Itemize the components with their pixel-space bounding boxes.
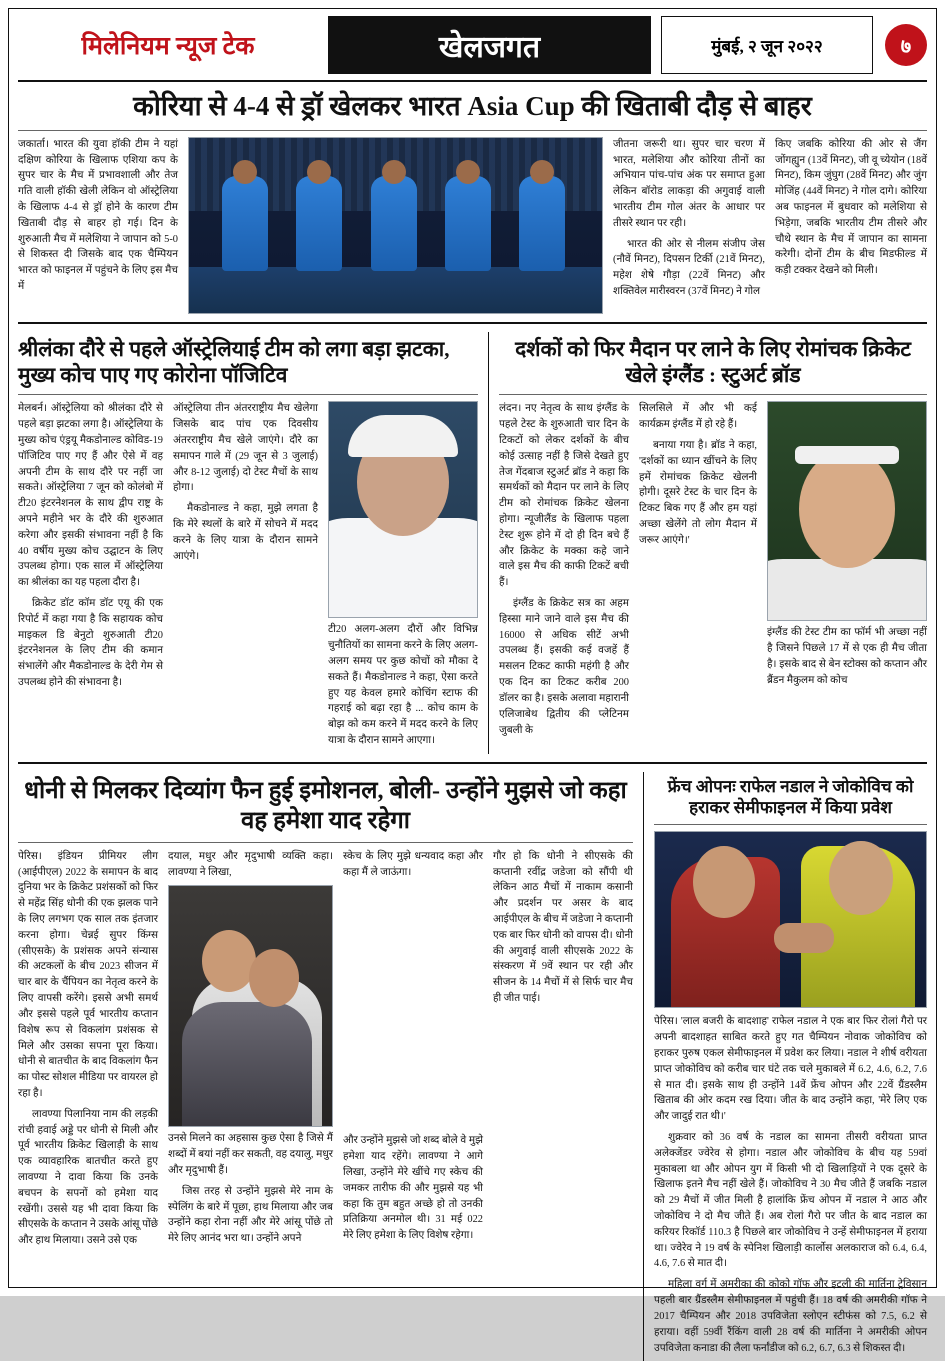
nadal-headline: फ्रेंच ओपनः राफेल नडाल ने जोकोविच को हराकर सेमीफाइनल में किया प्रवेश	[667, 776, 914, 817]
lead-col-1: जकार्ता। भारत की युवा हॉकी टीम ने यहां दक्षिण कोरिया के खिलाफ एशिया कप के सुपर चार के मैच में प्रभावशाली और तेज गति वाली हॉकी खेली लेकिन वो ऑस्ट्रेलिया के खिलाफ 4-4 से ड्रॉ होने के कारण टीम खिताबी दौड़ से बाहर हो गई। दिन के शुरुआती मैच में मलेशिया ने जापान को 5-0 से शिकस्त दी जिसके बाद एक चैम्पियन भारत को फाइनल में पहुंचने के लिए इस मैच में	[18, 138, 178, 293]
masthead-rule	[18, 80, 927, 82]
section-title: खेलजगत	[438, 30, 541, 64]
andrew-mcdonald-photo	[328, 401, 478, 618]
brand-logo	[18, 16, 318, 74]
column-divider-2	[643, 772, 644, 1361]
dhoni-with-fan-photo	[168, 885, 333, 1127]
dhoni-rule	[18, 842, 633, 843]
eng-photo-caption: इंग्लैंड की टेस्ट टीम का फॉर्म भी अच्छा नहीं है जिसने पिछले 17 में से एक ही मैच जीता है। इसके बाद से बेन स्टोक्स को कप्तान और ब्रैंडन मैकुलम को कोच	[767, 627, 927, 686]
brand-name: मिलेनियम न्यूज टेक	[81, 33, 255, 60]
dhoni-col-3: स्केच के लिए मुझे धन्यवाद कहा और कहा मैं ले जाऊंगा।	[343, 850, 483, 878]
eng-col-2: सिलसिले में और भी कई कार्यक्रम इंग्लैंड में हो रहे हैं। बनाया गया है। ब्रॉड ने कहा, 'दर्शकों का ध्यान खींचने के लिए हमें रोमांचक क्रिकेट खेलनी होगी। दूसरे टेस्ट के चार दिन के टिकट बिक गए हैं और हम यहां अच्छा खेलेंगे तो लोग मैदान में जरूर आएंगे।'	[639, 403, 757, 546]
aus-headline: श्रीलंका दौरे से पहले ऑस्ट्रेलियाई टीम को लगा बड़ा झटका, मुख्य कोच पाए गए कोरोना पॉजिटिव	[18, 336, 450, 387]
section-banner	[328, 16, 651, 74]
masthead	[18, 16, 927, 74]
stuart-broad-photo	[767, 401, 927, 621]
nadal-rule	[654, 824, 927, 825]
lead-story	[18, 137, 927, 314]
dhoni-col-2-top: दयाल, मधुर और मृदुभाषी व्यक्ति कहा। लावण्या ने लिखा,	[168, 850, 333, 878]
aus-col-3: टी20 अलग-अलग दौरों और विभिन्न चुनौतियों का सामना करने के लिए अलग-अलग समय पर कुछ कोचों को मौका दे सकते हैं। मैकडोनाल्ड ने कहा, ऐसा करते हुए यह केवल हमारे कोचिंग स्टाफ की गहराई को बढ़ा रहा है ... कोच काम के बोझ को कम करने में मदद करने के लिए यात्रा के दौरान सामने आएगा।	[328, 624, 478, 746]
nadal-djokovic-handshake-photo	[654, 831, 927, 1008]
india-hockey-team-photo	[188, 137, 603, 314]
dhoni-col-1: पेरिस। इंडियन प्रीमियर लीग (आईपीएल) 2022 के समापन के बाद दुनिया भर के क्रिकेट प्रशंसकों को फिर से महेंद्र सिंह धोनी की एक झलक पाने के लिए लगभग एक साल तक इंतजार करना होगा। चेन्नई सुपर किंग्स (सीएसके) के प्रशंसक अपने संन्यास की अटकलों के बीच 2023 सीजन में चार बार के चैंपियन का नेतृत्व करने के लिए वापसी करेंगे। इससे अभी समर्थ और इससे पहले पूर्व भारतीय कप्तान विशेष रूप से विकलांग प्रशंसक से मिले और उसका सपना पूरा किया। धोनी से बातचीत के बाद विकलांग फैन का पोस्ट सोशल मीडिया पर वायरल हो रहा है। लावण्या पिलानिया नाम की लड़की रांची हवाई अड्डे पर धोनी से मिली और पूर्व भारतीय क्रिकेट खिलाड़ी के साथ एक व्यावहारिक बातचीत करते हुए लावण्या ने दावा किया कि उनके बचपन के सपनों को हमेशा याद रखेंगी। उससे यह भी दावा किया कि सीएसके के कप्तान ने उसके आंसू पोंछे और हाथ मिलाया। उसने उसे एक	[18, 850, 158, 1247]
dhoni-col-4: गौर हो कि धोनी ने सीएसके की कप्तानी रवींद्र जडेजा को सौंपी थी लेकिन आठ मैचों में नाकाम कसानी और प्रदर्शन पर असर के बाद आईपीएल के बीच में जडेजा ने कप्तानी एक बार फिर धोनी को वापस दी। धोनी की अगुवाई वाली सीएसके 2022 के संस्करण में 9वें स्थान पर रही और सीजन के 14 मैचों में से सिर्फ चार मैच ही जीत पाई।	[493, 850, 633, 1005]
column-divider	[488, 332, 489, 754]
divider-1	[18, 322, 927, 324]
lead-headline: कोरिया से 4-4 से ड्रॉ खेलकर भारत Asia Cup की खिताबी दौड़ से बाहर	[133, 91, 812, 121]
dhoni-headline: धोनी से मिलकर दिव्यांग फैन हुई इमोशनल, बोली- उन्होंने मुझसे जो कहा वह हमेशा याद रहेगा	[24, 777, 627, 834]
dhoni-col-3-bottom: और उन्होंने मुझसे जो शब्द बोले वे मुझे हमेशा याद रहेंगे। लावण्या ने आगे लिखा, उन्होंने मेरे खींचे गए स्केच की जमकर तारीफ की और मुझसे यह भी कहा कि तुम बहुत अच्छे हो तो उनकी प्रतिक्रिया अनमोल थी। 31 मई 022 मेरे लिए हमेशा के लिए विशेष रहेगा।	[343, 1135, 483, 1242]
eng-headline: दर्शकों को फिर मैदान पर लाने के लिए रोमांचक क्रिकेट खेले इंग्लैंड : स्टुअर्ट ब्रॉड	[515, 336, 911, 387]
divider-2	[18, 762, 927, 764]
eng-col-1: लंदन। नए नेतृत्व के साथ इंग्लैंड के पहले टेस्ट के शुरुआती चार दिन के टिकटों को लेकर दर्शकों के बीच कोई उत्साह नहीं है जिसे देखते हुए तेज गेंदबाज स्टुअर्ट ब्रॉड ने कहा कि समर्थकों को मैदान पर लाने के लिए टीम को रोमांचक क्रिकेट खेलना होगा। न्यूजीलैंड के खिलाफ पहला टेस्ट शुरू होने में दो ही दिन बचे हैं और क्रिकेट के मक्का कहे जाने वाले इस मैच की काफी टिकटें बची हैं। इंग्लैंड के क्रिकेट सत्र का अहम हिस्सा माने जाने वाले इस मैच की 16000 से अधिक सीटें अभी उपलब्ध हैं। इसकी कई वजहें हैं मसलन टिकट काफी महंगी है और एक दिन का टिकट करीब 200 डॉलर का है। इसके अलावा महारानी एलिजाबेथ द्वितीय की प्लेटिनम जुबली के	[499, 403, 629, 736]
lead-col-3: किए जबकि कोरिया की ओर से जैंग जोंगह्युन (13वें मिनट), जी वू च्येयोन (18वें मिनट), किम जुंघुग (28वें मिनट) और जुंग मोजिंह (44वें मिनट) ने गोल दागे। कोरिया अब फाइनल में बुधवार को मलेशिया से भिड़ेगा, जबकि भारतीय टीम तीसरे और चौथे स्थान के मैच में जापान का सामना करेगी। दोनों टीम के बीच मिडफील्ड में कड़ी टक्कर देखने को मिली।	[775, 138, 927, 277]
aus-rule	[18, 394, 478, 395]
page-number-badge: ७	[885, 24, 927, 66]
aus-col-1: मेलबर्न। ऑस्ट्रेलिया को श्रीलंका दौरे से पहले बड़ा झटका लगा है। ऑस्ट्रेलिया के मुख्य कोच एंड्रयू मैकडोनाल्ड कोविड-19 पॉजिटिव पाए गए हैं और ऐसे में वह अपनी टीम के साथ दौरे पर नहीं जा सकते। ऑस्ट्रेलिया 7 जून को कोलंबो में टी20 इंटरनेशनल के साथ द्वीप राष्ट्र के अपने महीने भर के दौरे की शुरुआत करेगा और इसकी संभावना नहीं है कि 40 वर्षीय मुख्य कोच उद्घाटन के लिए उपलब्ध होगा। एक साल में ऑस्ट्रेलिया का श्रीलंका का यह पहला दौरा है। क्रिकेट डॉट कॉम डॉट एयू की एक रिपोर्ट में कहा गया है कि सहायक कोच माइकल डि बेनुटो शुरुआती टी20 इंटरनेशनल के लिए टीम की कमान संभालेंगे और मैकडोनाल्ड के देरी गेम से उपलब्ध होने की संभावना है।	[18, 403, 163, 689]
eng-rule	[499, 394, 927, 395]
dateline: मुंबई, २ जून २०२२	[661, 16, 873, 74]
middle-row	[18, 332, 927, 754]
bottom-row	[18, 772, 927, 1361]
lead-col-2: जीतना जरूरी था। सुपर चार चरण में भारत, मलेशिया और कोरिया तीनों का अभियान पांच-पांच अंक पर समाप्त हुआ लेकिन बॉरोड लाकड़ा की अगुवाई वाली भारतीय टीम गोल अंतर के आधार पर तीसरे स्थान पर रही। भारत की ओर से नीलम संजीप जेस (नौवें मिनट), दिपसन टिर्की (21वें मिनट), महेश शेषे गौड़ा (22वें मिनट) और शक्तिवेल मारीस्वरन (37वें मिनट) ने गोल	[613, 138, 765, 298]
dhoni-col-2-bottom: उनसे मिलने का अहसास कुछ ऐसा है जिसे मैं शब्दों में बयां नहीं कर सकती, वह दयालु, मधुर और मृदुभाषी हैं। जिस तरह से उन्होंने मुझसे मेरे नाम के स्पेलिंग के बारे में पूछा, हाथ मिलाया और जब उन्होंने कहा रोना नहीं और मेरे आंसू पोंछे तो मेरे लिए आनंद भरा था। उन्होंने अपने	[168, 1133, 333, 1245]
aus-col-2: ऑस्ट्रेलिया तीन अंतरराष्ट्रीय मैच खेलेगा जिसके बाद पांच एक दिवसीय अंतरराष्ट्रीय मैच खेले जाएंगे। दौरे का समापन गाले में (29 जून से 3 जुलाई) और 8-12 जुलाई) दो टेस्ट मैचों के साथ होगा। मैकडोनाल्ड ने कहा, मुझे लगता है कि मेरे स्थलों के बारे में सोचने में मदद करने के लिए यात्रा के दौरान सामने आएंगे।	[173, 403, 318, 562]
lead-rule	[18, 130, 927, 131]
nadal-body: पेरिस। 'लाल बजरी के बादशाह' राफेल नडाल ने एक बार फिर रोलां गैरो पर अपनी बादशाहत साबित करते हुए गत चैम्पियन नोवाक जोकोविच को हराकर पुरुष एकल सेमीफाइनल में प्रवेश कर लिया। नडाल ने शीर्ष वरीयता प्राप्त जोकोविच को करीब चार घंटे तक चले मुकाबले में 6.2, 4.6, 6.2, 7.6 से मात दी। इसके साथ ही उन्होंने 14वें फ्रेंच ओपन और 22वें ग्रैंडस्लैम खिताब की ओर कदम रख दिया। जीत के बाद उन्होंने कहा, 'मेरे लिए एक और जादुई रात थी।' शुक्रवार को 36 वर्ष के नडाल का सामना तीसरी वरीयता प्राप्त अलेक्जेंडर ज्वेरेव से होगा। नडाल और जोकोविच के बीच यह 59वां मुकाबला था और ओपन युग में किसी भी दो खिलाड़ियों ने एक दूसरे के खिलाफ इतने मैच नहीं खेले हैं। जोकोविच ने 30 मैच जीते हैं जबकि नडाल को 29 मैचों में जीत मिली है हालांकि फ्रेंच ओपन में नडाल ने आठ और जोकोविच ने दो मैच जीते हैं। अब रोलां गैरो पर जीत के बाद नडाल का करियर रिकॉर्ड 110.3 है पिछले बार जोकोविच ने उन्हें सेमीफाइनल में हराया था। ज्वेरेव ने 19 वर्ष के स्पेनिश खिलाड़ी कार्लोस अलकाराज को 6.4, 6.4, 4.6, 7.6 से मात दी। महिला वर्ग में अमरीका की कोको गॉफ और इटली की मार्तिना ट्रेविसान पहली बार ग्रैंडस्लैम सेमीफाइनल में पहुंची हैं। 18 वर्ष की अमरीकी गॉफ ने 2017 चैम्पियन और 2018 उपविजेता स्लोएन स्टीफंस को 7.5, 6.2 से हराया। वहीं 59वीं रैंकिंग वाली 28 वर्ष की मार्तिना ने अमरीकी ओपन उपविजेता कनाडा की लैला फर्नांडीज को 6.2, 6.7, 6.3 से शिकस्त दी।	[654, 1016, 927, 1354]
